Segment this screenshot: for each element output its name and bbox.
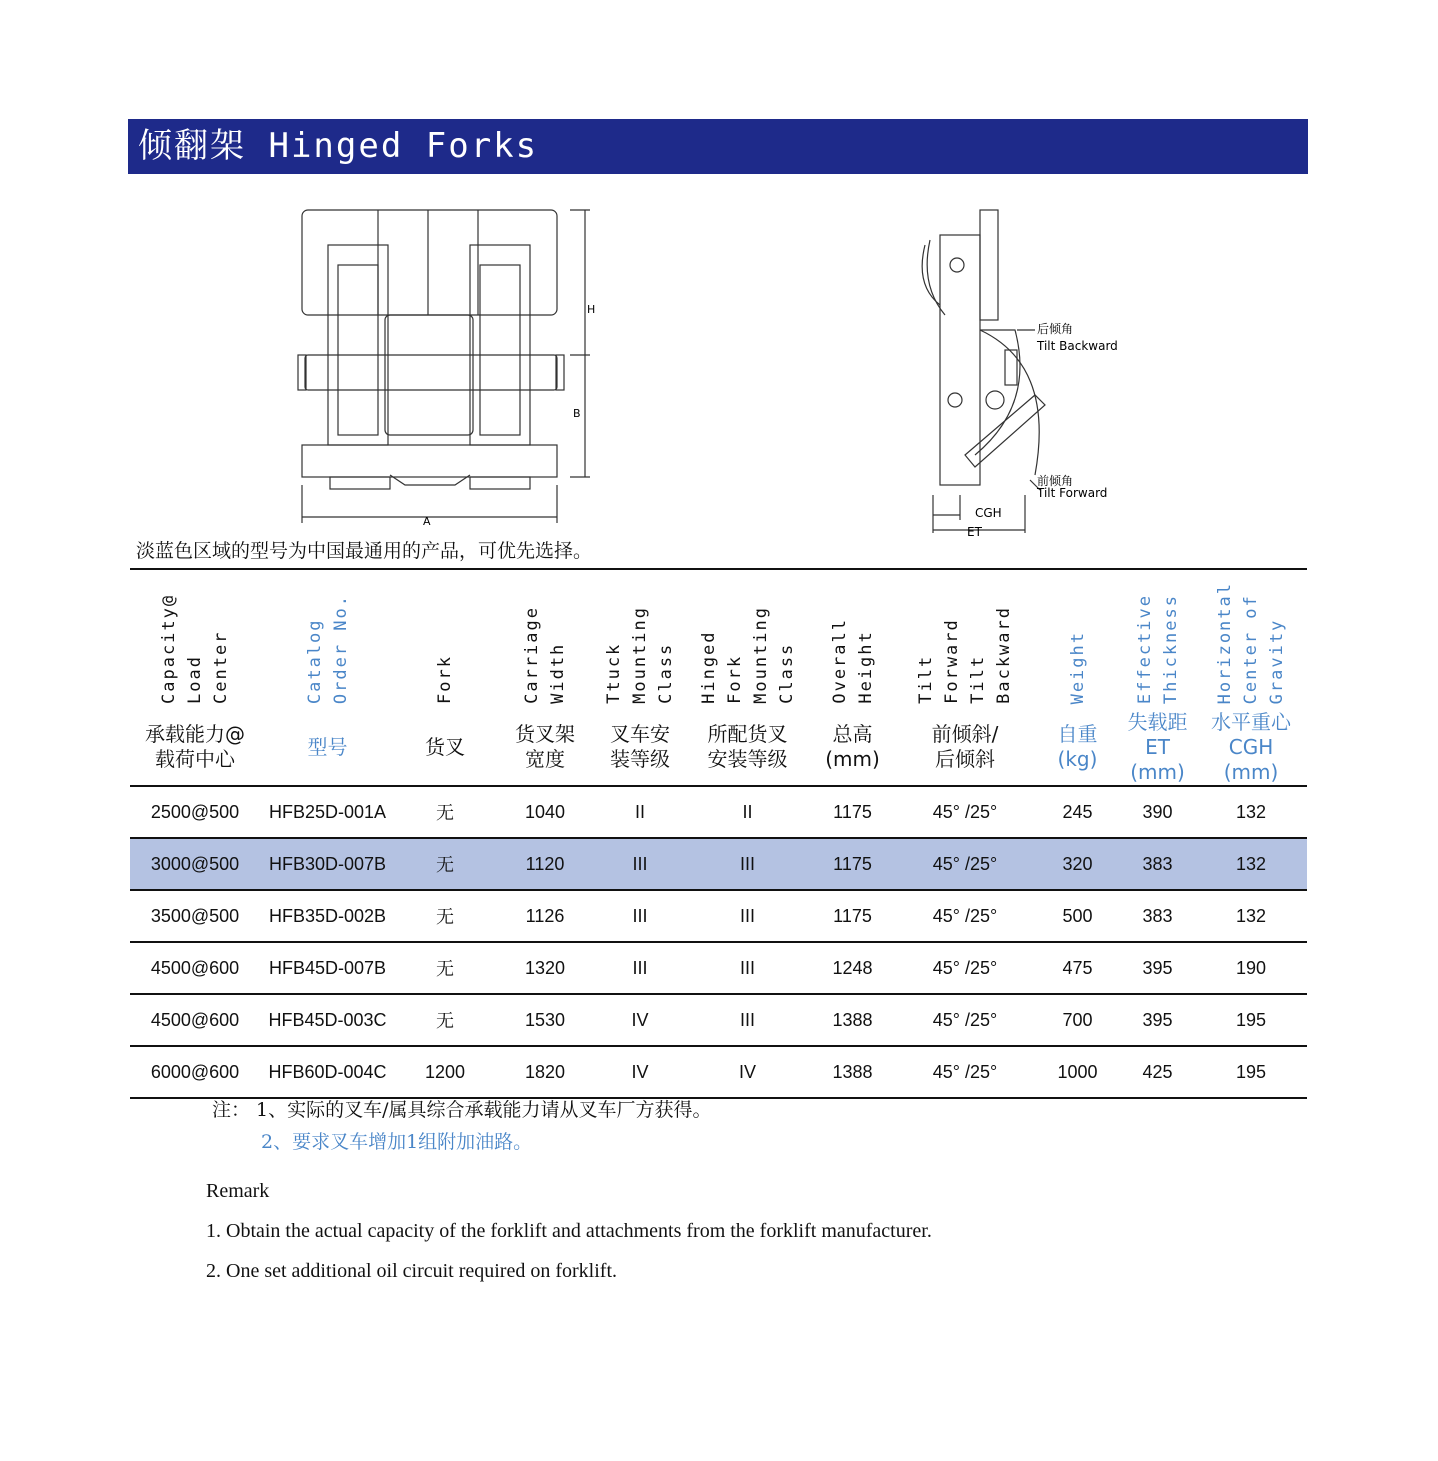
table-cell: IV (595, 994, 685, 1046)
table-cell: 1126 (495, 890, 595, 942)
table-row (130, 838, 1307, 890)
table-cell: 1175 (810, 890, 895, 942)
column-header-cn: 失载距 ET (mm) (1120, 709, 1195, 786)
table-cell: HFB45D-003C (260, 994, 395, 1046)
column-header-cn: 型号 (260, 709, 395, 786)
table-row (130, 942, 1307, 994)
column-header-en (395, 569, 495, 709)
table-cell: 132 (1195, 890, 1307, 942)
column-header-cn: 水平重心 CGH (mm) (1195, 709, 1307, 786)
dimension-a-label: A (423, 515, 431, 528)
table-cell: III (595, 942, 685, 994)
table-cell: IV (685, 1046, 810, 1098)
column-header-en-text: Overall Height (829, 618, 876, 704)
front-view-drawing (290, 205, 610, 535)
column-header-en (1120, 569, 1195, 709)
column-header-en (1035, 569, 1120, 709)
table-cell: 45° /25° (895, 890, 1035, 942)
table-cell: 45° /25° (895, 838, 1035, 890)
remark-line-2: 2. One set additional oil circuit required on forklift. (206, 1260, 617, 1282)
dimension-h-label: H (587, 303, 596, 316)
table-cell: 1175 (810, 838, 895, 890)
table-cell: 132 (1195, 786, 1307, 838)
column-header-cn: 叉车安 装等级 (595, 709, 685, 786)
table-cell: 3000@500 (130, 838, 260, 890)
table-cell: III (595, 838, 685, 890)
table-cell: 45° /25° (895, 942, 1035, 994)
side-view-drawing (905, 205, 1135, 540)
page-title: 倾翻架 Hinged Forks (128, 119, 1308, 174)
table-cell: 45° /25° (895, 994, 1035, 1046)
remark-title: Remark (206, 1180, 270, 1202)
notes-chinese (212, 1096, 712, 1160)
remark-section (206, 1178, 932, 1298)
table-cell: 1200 (395, 1046, 495, 1098)
table-cell: 1388 (810, 1046, 895, 1098)
column-header-cn: 承载能力@ 载荷中心 (130, 709, 260, 786)
table-cell: 1000 (1035, 1046, 1120, 1098)
table-cell: 195 (1195, 994, 1307, 1046)
table-cell: 6000@600 (130, 1046, 260, 1098)
column-header-en-text: Catalog Order No. (304, 593, 351, 704)
preferred-models-note: 淡蓝色区域的型号为中国最通用的产品，可优先选择。 (136, 540, 593, 562)
et-label: ET (967, 525, 982, 539)
table-cell: HFB25D-001A (260, 786, 395, 838)
table-cell: III (595, 890, 685, 942)
header-row-chinese (130, 709, 1307, 786)
tilt-backward-en-label: Tilt Backward (1037, 339, 1118, 353)
column-header-en-text: Carriage Width (522, 606, 568, 704)
note-1: 注： 1、实际的叉车/属具综合承载能力请从叉车厂方获得。 (212, 1099, 712, 1121)
table-cell: 425 (1120, 1046, 1195, 1098)
note-2: 2、要求叉车增加1组附加油路。 (261, 1131, 533, 1153)
table-cell: 500 (1035, 890, 1120, 942)
table-cell: 475 (1035, 942, 1120, 994)
table-cell: 395 (1120, 994, 1195, 1046)
column-header-cn: 所配货叉 安装等级 (685, 709, 810, 786)
table-cell: 45° /25° (895, 1046, 1035, 1098)
column-header-en-text: Ttuck Mounting Class (604, 606, 676, 704)
table-cell: 190 (1195, 942, 1307, 994)
table-cell: II (685, 786, 810, 838)
column-header-en-text: Capacity@ Load Center (159, 593, 231, 704)
table-cell: 320 (1035, 838, 1120, 890)
table-cell: 1388 (810, 994, 895, 1046)
table-cell: III (685, 942, 810, 994)
table-cell: IV (595, 1046, 685, 1098)
table-cell: 132 (1195, 838, 1307, 890)
column-header-en-text: Tilt Forward Tilt Backward (916, 606, 1014, 704)
column-header-en (260, 569, 395, 709)
column-header-en-text: Horizontal Center of Gravity (1215, 581, 1287, 704)
table-cell: 4500@600 (130, 942, 260, 994)
column-header-en-text: Hinged Fork Mounting Class (698, 606, 797, 704)
table-cell: 383 (1120, 890, 1195, 942)
header-row-english (130, 569, 1307, 709)
column-header-en (895, 569, 1035, 709)
table-cell: 3500@500 (130, 890, 260, 942)
table-cell: 无 (395, 994, 495, 1046)
remark-line-1: 1. Obtain the actual capacity of the forklift and attachments from the forklift manufacturer. (206, 1220, 932, 1242)
table-cell: 2500@500 (130, 786, 260, 838)
table-cell: 395 (1120, 942, 1195, 994)
column-header-en-text: Effective Thickness (1134, 593, 1181, 704)
table-cell: 1530 (495, 994, 595, 1046)
table-cell: HFB35D-002B (260, 890, 395, 942)
cgh-label: CGH (975, 506, 1002, 520)
table-cell: 245 (1035, 786, 1120, 838)
table-cell: 4500@600 (130, 994, 260, 1046)
column-header-en (595, 569, 685, 709)
table-cell: 1120 (495, 838, 595, 890)
column-header-en (685, 569, 810, 709)
column-header-en-text: Fork (435, 655, 455, 704)
spec-table (130, 568, 1307, 1099)
table-cell: 无 (395, 838, 495, 890)
table-cell: HFB60D-004C (260, 1046, 395, 1098)
tilt-backward-cn-label: 后倾角 (1037, 322, 1074, 336)
table-cell: 1040 (495, 786, 595, 838)
table-cell: II (595, 786, 685, 838)
table-cell: III (685, 890, 810, 942)
column-header-en-text: Weight (1067, 630, 1088, 704)
table-cell: HFB45D-007B (260, 942, 395, 994)
dimension-b-label: B (573, 407, 581, 420)
column-header-en (1195, 569, 1307, 709)
table-body (130, 786, 1307, 1098)
table-cell: 1320 (495, 942, 595, 994)
table-cell: 195 (1195, 1046, 1307, 1098)
table-cell: 1248 (810, 942, 895, 994)
column-header-en (810, 569, 895, 709)
table-cell: III (685, 838, 810, 890)
table-row (130, 1046, 1307, 1098)
column-header-cn: 货叉 (395, 709, 495, 786)
table-row (130, 994, 1307, 1046)
table-cell: 无 (395, 942, 495, 994)
table-cell: 1820 (495, 1046, 595, 1098)
table-cell: 390 (1120, 786, 1195, 838)
table-row (130, 786, 1307, 838)
table-cell: 383 (1120, 838, 1195, 890)
table-cell: HFB30D-007B (260, 838, 395, 890)
tilt-forward-en-label: Tilt Forward (1037, 486, 1108, 500)
column-header-cn: 货叉架 宽度 (495, 709, 595, 786)
table-row (130, 890, 1307, 942)
table-cell: 1175 (810, 786, 895, 838)
table-cell: III (685, 994, 810, 1046)
table-cell: 700 (1035, 994, 1120, 1046)
tilt-forward-cn-label: 前倾角 (1037, 474, 1074, 488)
column-header-cn: 总高 (mm) (810, 709, 895, 786)
table-cell: 无 (395, 786, 495, 838)
table-cell: 45° /25° (895, 786, 1035, 838)
column-header-en (495, 569, 595, 709)
table-cell: 无 (395, 890, 495, 942)
column-header-cn: 前倾斜/ 后倾斜 (895, 709, 1035, 786)
column-header-cn: 自重 (kg) (1035, 709, 1120, 786)
column-header-en (130, 569, 260, 709)
